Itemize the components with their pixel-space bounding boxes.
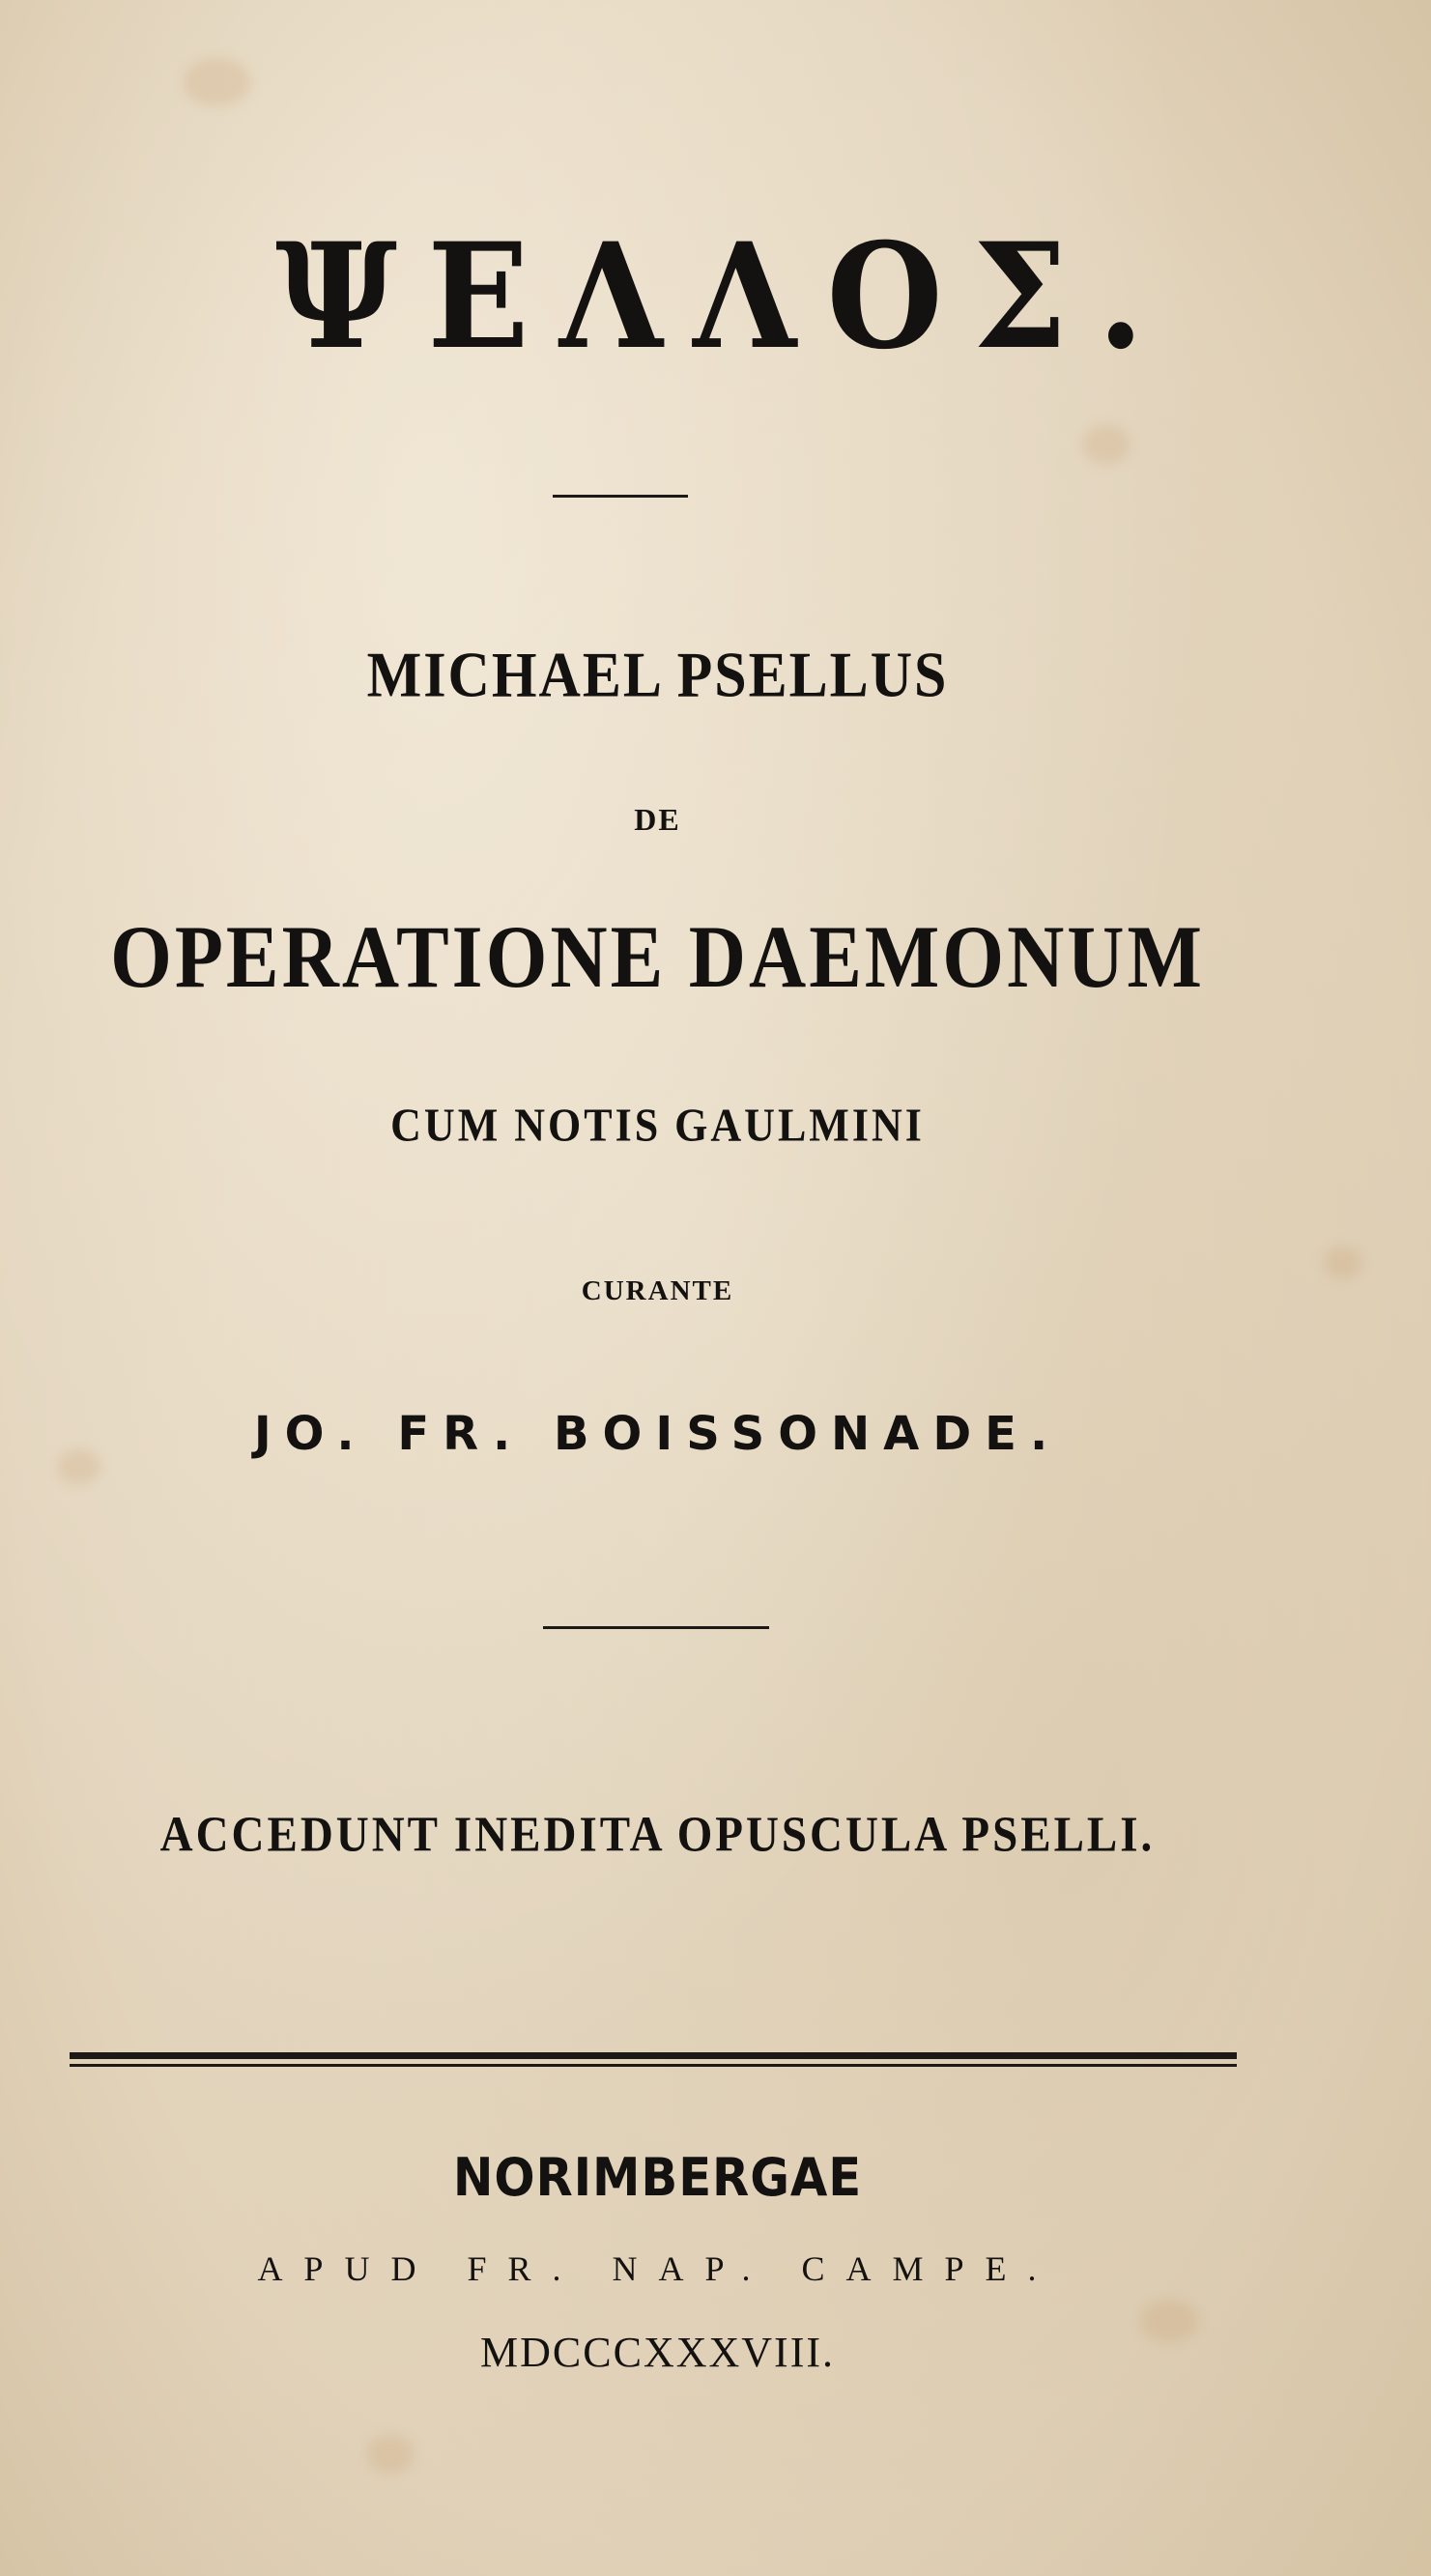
author-name: MICHAEL PSELLUS	[366, 639, 949, 710]
curante-label: CURANTE	[581, 1275, 734, 1306]
editor-name: JO. FR. BOISSONADE.	[253, 1407, 1062, 1461]
greek-title: ΨΕΛΛΟΣ.	[275, 212, 1175, 382]
work-title: OPERATIONE DAEMONUM	[110, 907, 1205, 1007]
imprint-year: MDCCCXXXVIII.	[480, 2329, 835, 2376]
imprint-publisher: APUD FR. NAP. CAMPE.	[257, 2249, 1058, 2288]
supplement-line: ACCEDUNT INEDITA OPUSCULA PSELLI.	[159, 1807, 1156, 1863]
thick-rule	[70, 2052, 1237, 2059]
paper-stain	[1324, 1246, 1362, 1279]
paper-stain	[367, 2435, 414, 2474]
paper-stain	[184, 58, 251, 106]
imprint-place: NORIMBERGAE	[452, 2147, 863, 2208]
short-rule	[553, 495, 688, 498]
thin-rule	[70, 2064, 1237, 2067]
short-rule	[543, 1626, 769, 1629]
preposition: DE	[634, 802, 681, 837]
double-rule	[70, 2052, 1237, 2068]
notes-line: CUM NOTIS GAULMINI	[390, 1099, 925, 1152]
paper-stain	[1082, 425, 1130, 464]
